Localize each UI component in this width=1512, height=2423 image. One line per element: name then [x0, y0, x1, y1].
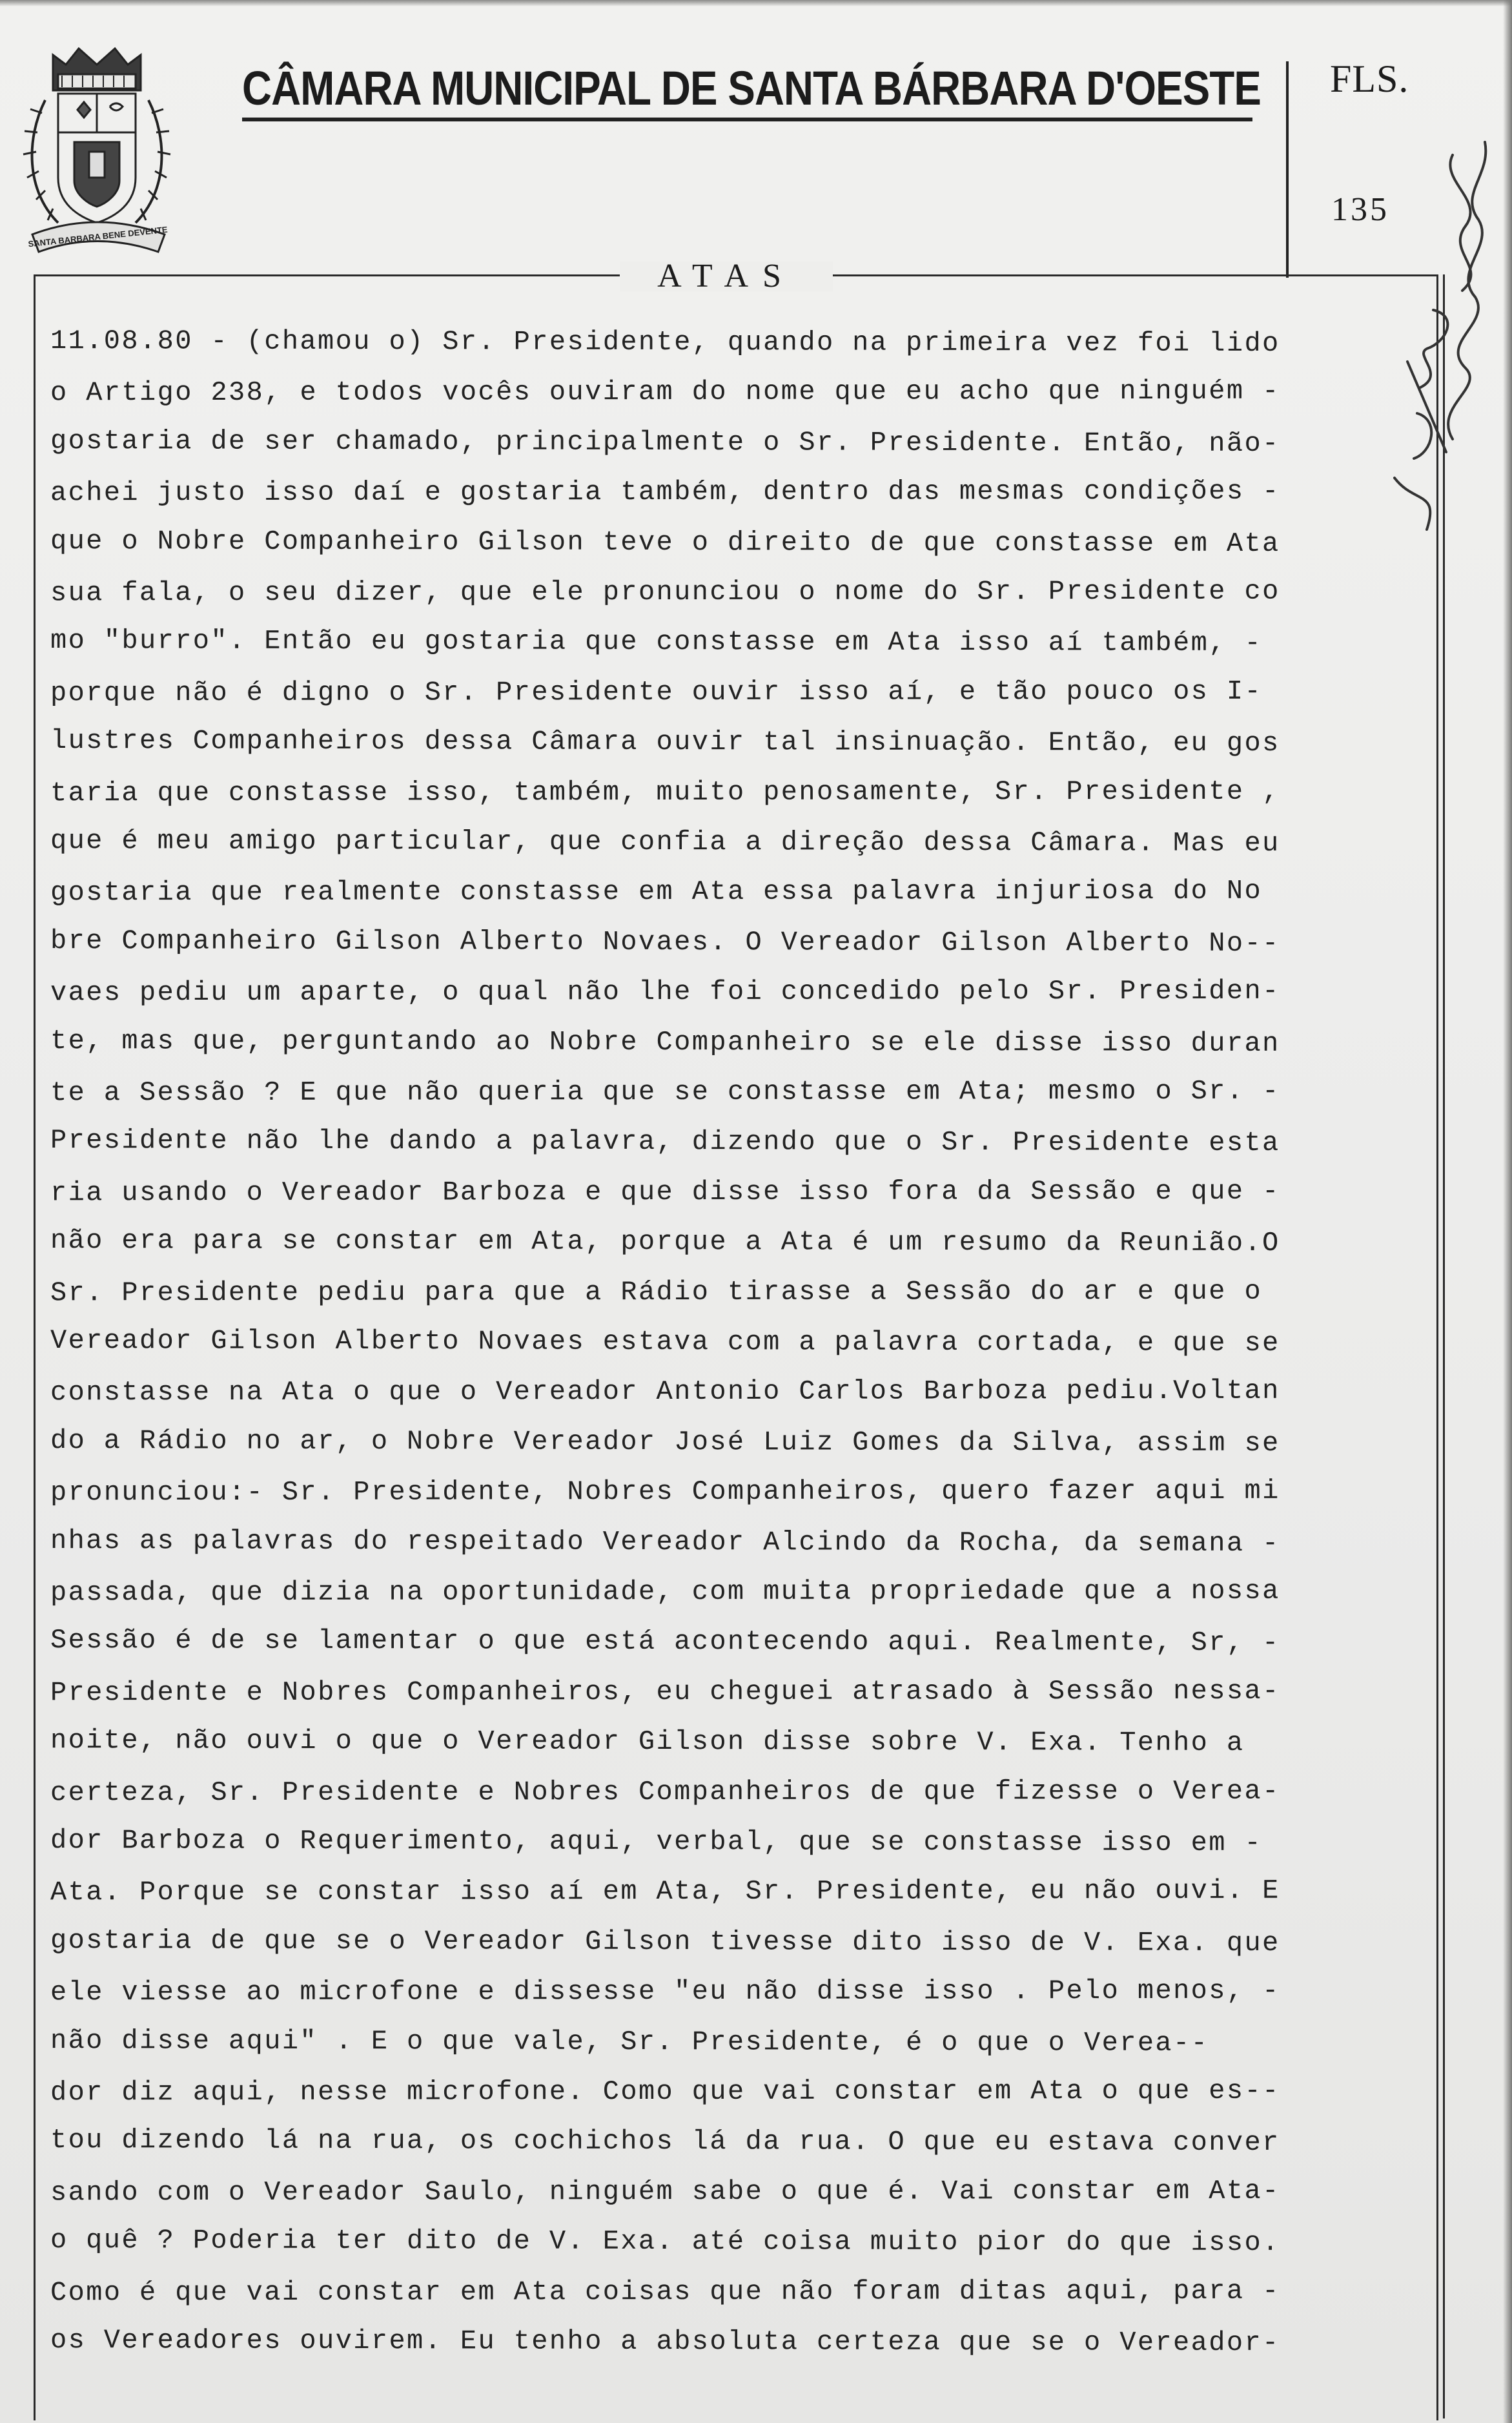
scan-right-shadow: [1503, 0, 1512, 2423]
minutes-line: tou dizendo lá na rua, os cochichos lá da rua. O que eu estava conver: [50, 2125, 1280, 2159]
minutes-line: pronunciou:- Sr. Presidente, Nobres Companheiros, quero fazer aqui mi: [50, 1475, 1280, 1509]
section-title: ATAS: [657, 258, 795, 294]
minutes-line: bre Companheiro Gilson Alberto Novaes. O Vereador Gilson Alberto No--: [50, 925, 1280, 959]
minutes-line: 11.08.80 - (chamou o) Sr. Presidente, quando na primeira vez foi lido: [50, 325, 1280, 359]
minutes-line: Vereador Gilson Alberto Novaes estava com a palavra cortada, e que se: [50, 1325, 1280, 1359]
minutes-line: passada, que dizia na oportunidade, com muita propriedade que a nossa: [50, 1575, 1280, 1609]
minutes-line: te a Sessão ? E que não queria que se constasse em Ata; mesmo o Sr. -: [50, 1075, 1280, 1109]
minutes-line: Sr. Presidente pediu para que a Rádio tirasse a Sessão do ar e que o: [50, 1275, 1263, 1308]
minutes-line: que é meu amigo particular, que confia a direção dessa Câmara. Mas eu: [50, 825, 1280, 859]
minutes-line: o quê ? Poderia ter dito de V. Exa. até coisa muito pior do que isso.: [50, 2225, 1280, 2259]
minutes-line: gostaria de ser chamado, principalmente o Sr. Presidente. Então, não-: [50, 425, 1280, 459]
minutes-line: nhas as palavras do respeitado Vereador Alcindo da Rocha, da semana -: [50, 1525, 1280, 1559]
page-number: 135: [1331, 191, 1389, 228]
minutes-line: te, mas que, perguntando ao Nobre Companheiro se ele disse isso duran: [50, 1025, 1280, 1059]
minutes-line: lustres Companheiros dessa Câmara ouvir tal insinuação. Então, eu gos: [50, 725, 1280, 759]
minutes-line: Sessão é de se lamentar o que está acontecendo aqui. Realmente, Sr, -: [50, 1625, 1280, 1659]
minutes-line: o Artigo 238, e todos vocês ouviram do nome que eu acho que ninguém -: [50, 376, 1280, 409]
minutes-line: que o Nobre Companheiro Gilson teve o direito de que constasse em Ata: [50, 525, 1280, 559]
handwritten-signature: [1356, 116, 1504, 568]
minutes-line: não disse aqui" . E o que vale, Sr. Presidente, é o que o Verea--: [50, 2025, 1209, 2059]
minutes-line: porque não é digno o Sr. Presidente ouvir isso aí, e tão pouco os I-: [50, 675, 1263, 709]
coat-of-arms-logo: [19, 29, 174, 258]
folio-label: FLS.: [1330, 57, 1409, 100]
minutes-line: do a Rádio no ar, o Nobre Vereador José Luiz Gomes da Silva, assim se: [50, 1425, 1280, 1459]
minutes-line: noite, não ouvi o que o Vereador Gilson disse sobre V. Exa. Tenho a: [50, 1725, 1245, 1759]
chamber-title: CÂMARA MUNICIPAL DE SANTA BÁRBARA D'OESTE: [242, 61, 1261, 115]
minutes-line: Como é que vai constar em Ata coisas que não foram ditas aqui, para -: [50, 2275, 1280, 2308]
folio-divider: [1286, 61, 1289, 278]
minutes-line: constasse na Ata o que o Vereador Antonio Carlos Barboza pediu.Voltan: [50, 1376, 1280, 1408]
minutes-line: vaes pediu um aparte, o qual não lhe foi concedido pelo Sr. Presiden-: [50, 975, 1280, 1009]
minutes-line: Presidente e Nobres Companheiros, eu cheguei atrasado à Sessão nessa-: [50, 1675, 1280, 1709]
minutes-line: não era para se constar em Ata, porque a Ata é um resumo da Reunião.O: [50, 1225, 1280, 1259]
crest-motto-text: SANTA BARBARA BENE DEVENTE: [27, 224, 169, 249]
minutes-line: os Vereadores ouvirem. Eu tenho a absoluta certeza que se o Vereador-: [50, 2325, 1280, 2358]
minutes-line: gostaria de que se o Vereador Gilson tivesse dito isso de V. Exa. que: [50, 1924, 1280, 1959]
minutes-line: certeza, Sr. Presidente e Nobres Companheiros de que fizesse o Verea-: [50, 1775, 1280, 1808]
minutes-line: dor Barboza o Requerimento, aqui, verbal, que se constasse isso em -: [50, 1825, 1263, 1859]
minutes-line: sua fala, o seu dizer, que ele pronunciou o nome do Sr. Presidente co: [50, 575, 1280, 609]
minutes-line: Ata. Porque se constar isso aí em Ata, Sr. Presidente, eu não ouvi. E: [50, 1875, 1280, 1908]
title-underline: [242, 118, 1252, 121]
minutes-line: mo "burro". Então eu gostaria que constasse em Ata isso aí também, -: [50, 625, 1263, 659]
minutes-line: gostaria que realmente constasse em Ata essa palavra injuriosa do No: [50, 876, 1263, 909]
minutes-line: Presidente não lhe dando a palavra, dizendo que o Sr. Presidente esta: [50, 1125, 1280, 1159]
minutes-line: sando com o Vereador Saulo, ninguém sabe o que é. Vai constar em Ata-: [50, 2175, 1280, 2209]
minutes-line: ele viesse ao microfone e dissesse "eu não disse isso . Pelo menos, -: [50, 1975, 1280, 2008]
frame-inner-rule: [1443, 274, 1445, 2418]
minutes-line: taria que constasse isso, também, muito penosamente, Sr. Presidente ,: [50, 776, 1280, 809]
minutes-line: dor diz aqui, nesse microfone. Como que vai constar em Ata o que es--: [50, 2075, 1280, 2109]
minutes-line: ria usando o Vereador Barboza e que disse isso fora da Sessão e que -: [50, 1175, 1280, 1209]
scan-top-shadow: [0, 0, 1512, 6]
minutes-line: achei justo isso daí e gostaria também, dentro das mesmas condições -: [50, 475, 1280, 509]
